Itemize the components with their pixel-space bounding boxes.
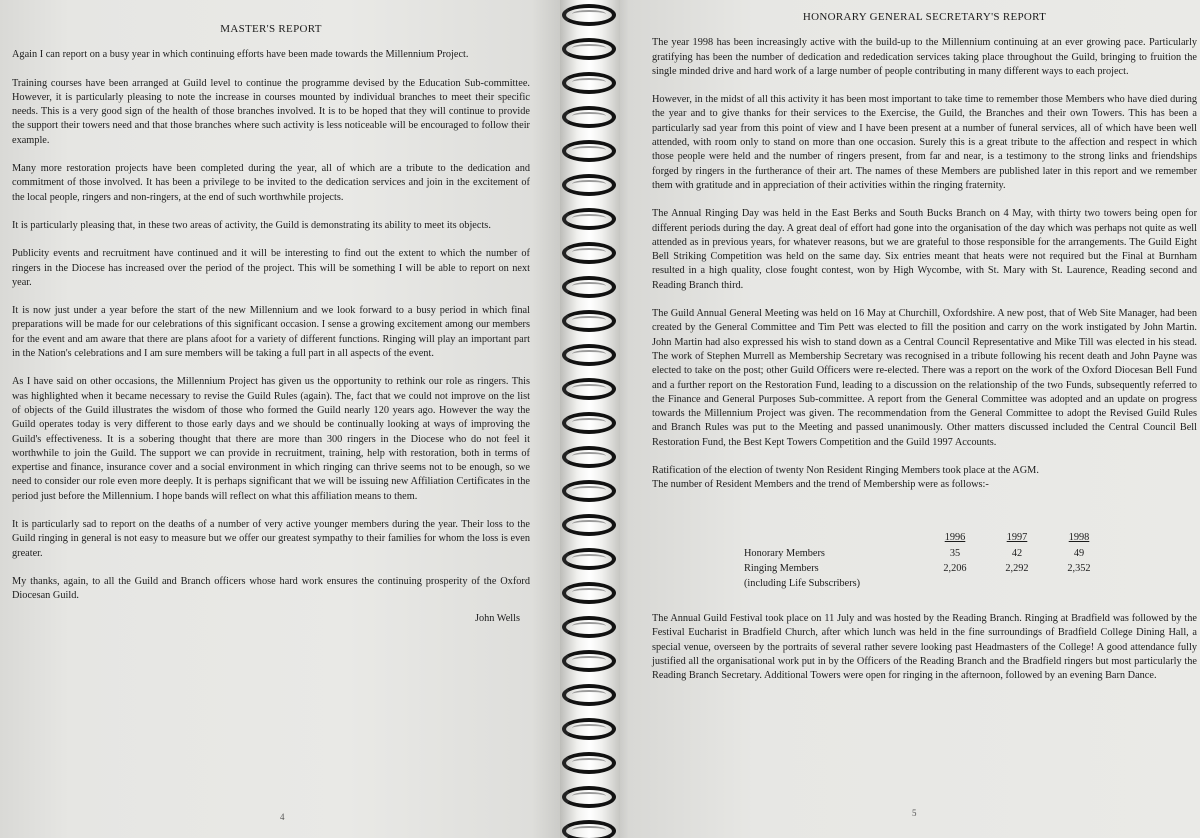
ratification-line: Ratification of the election of twenty Non Resident Ringing Members took place at the AGM.	[652, 465, 1039, 477]
masters-signature: John Wells	[474, 612, 520, 624]
binding-coil	[562, 548, 616, 570]
membership-value: 42	[1011, 548, 1023, 560]
binding-coil	[562, 72, 616, 94]
membership-value: 2,352	[1067, 563, 1091, 575]
binding-coil	[562, 616, 616, 638]
membership-table	[744, 531, 1110, 592]
binding-coil	[562, 718, 616, 740]
membership-value	[924, 577, 986, 592]
binding-coil	[562, 378, 616, 400]
masters-report-paragraph: Many more restoration projects have been completed during the year, all of which are a tribute to the dedication and commitment of those involved. It has been a privilege to be invited to the dedication services and join in the excitement of the local people, ringers and non-ringers, at the end of such worthwhile projects.	[12, 163, 530, 203]
masters-report-paragraph: Again I can report on a busy year in which continuing efforts have been made towards the Millennium Project.	[12, 49, 469, 61]
left-page-number: 4	[280, 812, 285, 822]
binding-coil	[562, 4, 616, 26]
membership-value: 49	[1073, 548, 1085, 560]
masters-report-paragraph: Training courses have been arranged at Guild level to continue the programme devised by the Education Sub-committee. However, it is particularly pleasing to note the increase in courses mounted by individual branches to meet their specific needs. This is a very good sign of the health of those branches involved. It is to be hoped that they will continue to provide the support their towers need and that those branches where such activity is less noticeable will be encouraged to follow their example.	[12, 77, 530, 146]
membership-value	[986, 577, 1048, 592]
membership-value	[1048, 577, 1110, 592]
binding-coil	[562, 752, 616, 774]
binding-coil	[562, 514, 616, 536]
masters-report-paragraph: It is particularly sad to report on the deaths of a number of very active younger members during the year. Their loss to the Guild ringing in general is not easy to measure but we offer our greatest sympathy to their families for whom the loss is even greater.	[12, 519, 530, 559]
membership-year: 1996	[944, 531, 966, 543]
membership-header-row	[744, 531, 1110, 547]
binding-coil	[562, 140, 616, 162]
membership-header-spacer	[744, 531, 924, 547]
masters-report-paragraph: It is particularly pleasing that, in these two areas of activity, the Guild is demonstrating its ability to meet its objects.	[12, 219, 491, 231]
binding-coil	[562, 582, 616, 604]
binding-coil	[562, 276, 616, 298]
binding-coil	[562, 208, 616, 230]
secretary-report	[652, 10, 1197, 697]
binding-coil	[562, 38, 616, 60]
binding-coil	[562, 480, 616, 502]
binding-coil	[562, 446, 616, 468]
masters-report-paragraph: It is now just under a year before the start of the new Millennium and we look forward to a busy period in which final preparations will be made for our celebrations of this significant occasion. I sense a growing excitement among our members for the event and am aware that there are plans afoot for a variety of different functions. Ringing will play an important part in the Nation's celebrations and I am sure members will be taking a full part in all aspects of the event.	[12, 305, 530, 360]
membership-row	[744, 562, 1110, 577]
binding-coil	[562, 106, 616, 128]
binding-coil	[562, 310, 616, 332]
membership-value: 35	[949, 548, 961, 560]
binding-coil	[562, 344, 616, 366]
masters-report-title: MASTER'S REPORT	[220, 23, 322, 35]
binding-coil	[562, 820, 616, 838]
membership-row	[744, 577, 1110, 592]
membership-value: 2,292	[1005, 563, 1029, 575]
binding-coil	[562, 242, 616, 264]
secretary-report-paragraph: The Guild Annual General Meeting was held on 16 May at Churchill, Oxfordshire. A new post, that of Web Site Manager, had been created by the General Committee and Tim Pett was elected to fill the position and carry on the work instigated by John Martin. John Martin had also expressed his wish to stand down as a Central Council Representative and Mike Till was elected in his stead. The work of Stephen Murrell as Membership Secretary was recognised in a tribute following his recent death and John Payne was elected to take on the post; other Guild Officers were re-elected. There was a report on the work of the Oxford Diocesan Bell Fund and a further report on the Restoration Fund, leading to a discussion on the relationship of the two Funds, subsequently referred to the Finance and General Purposes Sub-committee. A report from the General Committee was adopted and an update on progress towards the Millennium Project was given. The recommendation from the General Committee to adopt the Revised Guild Rules and Branch Rules was put to the Meeting and passed unanimously. Other matters discussed included the Central Council Bell Restoration Fund, the Best Kept Towers Competition and the Guild 1997 Accounts.	[652, 308, 1197, 448]
binding-coil	[562, 174, 616, 196]
binding-coil	[562, 650, 616, 672]
masters-report-paragraph: Publicity events and recruitment have continued and it will be interesting to find out the extent to which the number of ringers in the Diocese has increased over the period of the project. This will be something I will be able to report on next year.	[12, 248, 530, 288]
secretary-report-title: HONORARY GENERAL SECRETARY'S REPORT	[802, 11, 1047, 23]
secretary-report-paragraph: However, in the midst of all this activity it has been most important to take time to remember those Members who have died during the year and to give thanks for their services to the Exercise, the Guild, the Branches and their own Towers. This has been a particularly sad year from this point of view and I have been present at a number of funeral services, all of which have been well attended, with room only to stand on more than one occasion. Surely this is a great tribute to the affection and respect in which those people were held and the number of ringers present, from far and near, is a testimony to the strong links and friendships forged by ringers in the furtherance of their art. The names of these Members are published later in this report and we remember them with gratitude and in appreciation of their activities within the ringing fraternity.	[652, 94, 1197, 191]
binding-coil	[562, 684, 616, 706]
membership-row-label: Ringing Members	[744, 563, 819, 575]
ratification-line: The number of Resident Members and the trend of Membership were as follows:-	[652, 479, 989, 491]
membership-row-label: (including Life Subscribers)	[744, 578, 861, 590]
secretary-report-paragraph: The year 1998 has been increasingly active with the build-up to the Millennium continuing at an ever growing pace. Particularly gratifying has been the number of dedication and rededication services taking place throughout the Guild, bringing to fruition the single minded drive and hard work of a large number of people contributing in many different ways to each project.	[652, 37, 1197, 77]
masters-report-paragraph: As I have said on other occasions, the Millennium Project has given us the opportunity to rethink our role as ringers. This was highlighted when it became necessary to revise the Guild Rules (again). The, fact that we could not improve on the list of objects of the Guild illustrates the wisdom of those who formed the Guild nearly 120 years ago. However the way the Guild operates today is very different to those early days and we should be continually looking at ways of improving the Guild's effectiveness. It is a sobering thought that there are more than 300 ringers in the Diocese who do not feel it worthwhile to join the Guild. The support we can provide in recruitment, training, help with restoration, both in terms of expertise and finance, insurance cover and a social environment in which ringing can thrive seems not to be enough, so we need to consider our role even more deeply. It is perhaps significant that we will be issuing new Affiliation Certificates in the period just before the Millennium. I hope bands will reflect on what this affiliation means to them.	[12, 376, 530, 502]
membership-row	[744, 547, 1110, 562]
membership-value: 2,206	[943, 563, 967, 575]
festival-paragraph: The Annual Guild Festival took place on 11 July and was hosted by the Reading Branch. Ringing at Bradfield was followed by the Festival Eucharist in Bradfield Church, after which lunch was held in the fine surroundings of Bradfield College Dining Hall, a special venue, overseen by the portraits of several rather severe looking past Headmasters of the College! A good attendance fully justified all the organisational work put in by the Officers of the Reading Branch and the Bradfield ringers but most particularly the Reading Branch Secretary. Additional Towers were open for ringing in the afternoon, followed by an evening Barn Dance.	[652, 612, 1197, 682]
membership-year: 1998	[1068, 531, 1090, 543]
secretary-report-paragraph: The Annual Ringing Day was held in the East Berks and South Bucks Branch on 4 May, with thirty two towers being open for different periods during the day. A great deal of effort had gone into the organisation of the day which was perhaps not quite as well attended as in previous years, for whatever reasons, but we are grateful to those responsible for the arrangements. The Guild Eight Bell Striking Competition was held on the same day. Six entries meant that heats were not required but the Final at Burnham resulted in a high quality, close fought contest, won by High Wycombe, with St. Mary with St. Laurence, Reading second and Reading Branch third.	[652, 208, 1197, 291]
membership-row-label: Honorary Members	[744, 548, 825, 560]
membership-year: 1997	[1006, 531, 1028, 543]
masters-report-paragraph: My thanks, again, to all the Guild and Branch officers whose hard work ensures the continuing prosperity of the Oxford Diocesan Guild.	[12, 575, 530, 602]
binding-coil	[562, 412, 616, 434]
right-page-number: 5	[912, 808, 917, 818]
masters-report	[12, 22, 530, 626]
binding-coil	[562, 786, 616, 808]
